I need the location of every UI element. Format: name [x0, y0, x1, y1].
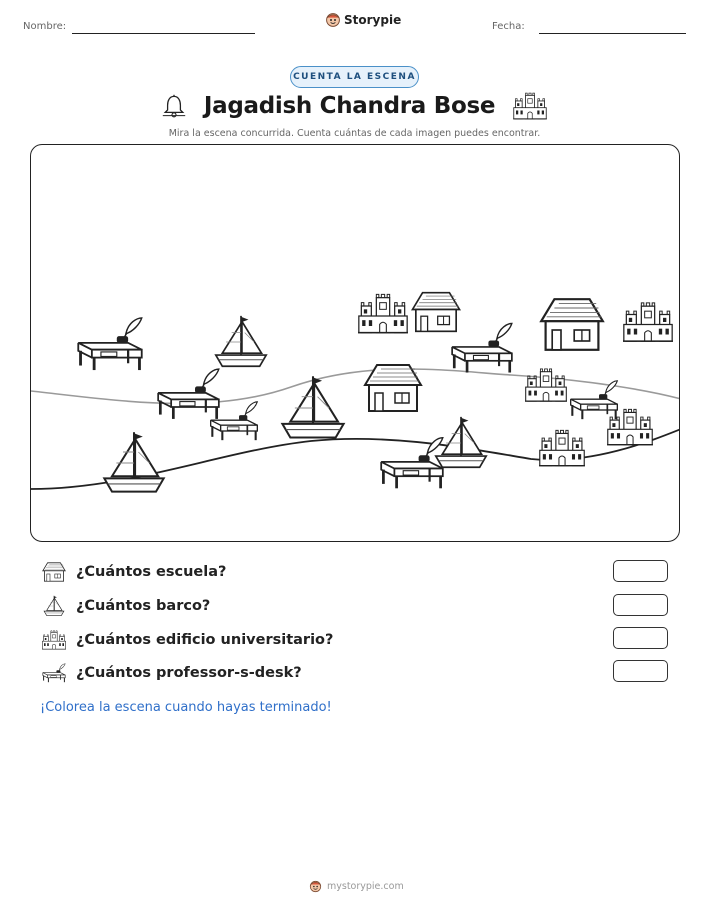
- page-title: Jagadish Chandra Bose: [203, 93, 496, 119]
- storypie-mascot-icon: [325, 12, 341, 28]
- scene-boat[interactable]: [216, 316, 266, 366]
- professor-desk-icon: [42, 662, 66, 684]
- question-row: [42, 561, 226, 583]
- question-row: [42, 629, 333, 651]
- scene-boat[interactable]: [282, 376, 343, 437]
- answer-box-university[interactable]: [613, 627, 668, 649]
- scene-school[interactable]: [541, 299, 603, 350]
- scene-professor-desk[interactable]: [452, 323, 512, 372]
- scene-school[interactable]: [412, 293, 459, 332]
- scene-professor-desk[interactable]: [381, 438, 443, 489]
- scene-professor-desk[interactable]: [571, 381, 618, 419]
- storypie-mascot-icon: [309, 880, 322, 893]
- scene-professor-desk[interactable]: [158, 369, 219, 419]
- scene-professor-desk[interactable]: [78, 318, 141, 370]
- scene-university[interactable]: [607, 409, 653, 444]
- date-label: Fecha:: [492, 21, 525, 32]
- scene-frame[interactable]: [30, 144, 680, 542]
- storypie-logo: [325, 12, 401, 28]
- university-building-icon: [513, 92, 547, 120]
- boat-icon: [42, 595, 66, 617]
- scene-university[interactable]: [539, 430, 585, 465]
- question-text: ¿Cuántos edificio universitario?: [76, 632, 334, 648]
- scene-boat[interactable]: [436, 417, 486, 467]
- color-instruction: ¡Colorea la escena cuando hayas terminado!: [40, 700, 332, 715]
- question-text: ¿Cuántos escuela?: [76, 564, 227, 580]
- title-row: [160, 92, 549, 120]
- question-text: ¿Cuántos professor-s-desk?: [76, 665, 302, 681]
- name-label: Nombre:: [23, 21, 67, 32]
- question-row: [42, 662, 302, 684]
- scene-university[interactable]: [358, 294, 408, 332]
- scene-university[interactable]: [525, 369, 567, 401]
- scene-school[interactable]: [365, 365, 421, 411]
- scene-university[interactable]: [623, 303, 673, 341]
- name-field[interactable]: [72, 33, 255, 34]
- university-building-icon: [42, 629, 66, 651]
- scene-illustration: [31, 145, 680, 542]
- footer: [309, 880, 404, 893]
- activity-badge: CUENTA LA ESCENA: [290, 66, 419, 88]
- brand-name: Storypie: [344, 13, 402, 27]
- scene-boat[interactable]: [104, 432, 163, 491]
- answer-box-boat[interactable]: [613, 594, 668, 616]
- bell-icon: [162, 94, 186, 118]
- date-field[interactable]: [539, 33, 686, 34]
- school-icon: [42, 561, 66, 583]
- answer-box-professor-desk[interactable]: [613, 660, 668, 682]
- footer-url: mystorypie.com: [327, 881, 404, 892]
- question-row: [42, 595, 210, 617]
- question-text: ¿Cuántos barco?: [76, 598, 211, 614]
- answer-box-school[interactable]: [613, 560, 668, 582]
- instructions: Mira la escena concurrida. Cuenta cuántas de cada imagen puedes encontrar.: [168, 128, 541, 139]
